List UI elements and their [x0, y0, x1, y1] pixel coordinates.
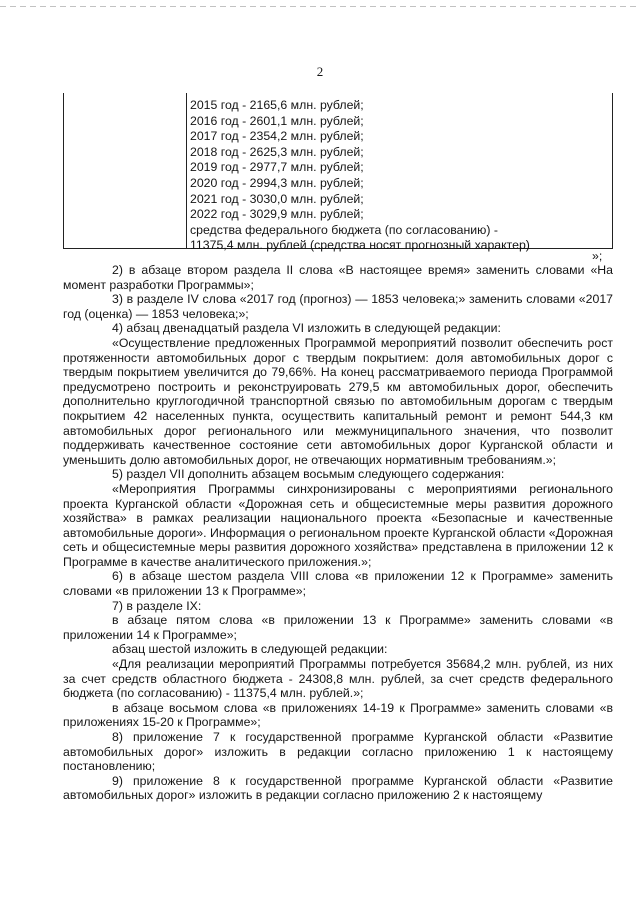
table-left-column: [64, 93, 187, 248]
document-body: [63, 263, 613, 803]
scan-top-edge: [0, 6, 640, 7]
table-line: 2020 год - 2994,3 млн. рублей;: [190, 175, 364, 190]
paragraph: «Для реализации мероприятий Программы потребуется 35684,2 млн. рублей, из них за счет средств областного бюджета - 24308,8 млн. рублей, за счет средств федерального бюджета (по согласованию) - 11375,4 млн. рублей.»;: [63, 657, 613, 701]
funding-table: [63, 93, 613, 253]
paragraph: «Мероприятия Программы синхронизированы с мероприятиями регионального проекта Курганской области «Дорожная сеть и общесистемные меры развития дорожного хозяйства» в рамках реализации национального проекта «Безопасные и качественные автомобильные дороги». Информация о региональном проекте Курганской области «Дорожная сеть и общесистемные меры развития дорожного хозяйства» представлена в приложении 12 к Программе в качестве аналитического приложения.»;: [63, 481, 613, 569]
paragraph: 9) приложение 8 к государственной программе Курганской области «Развитие автомобильных дорог» изложить в редакции согласно приложению 2 к настоящему: [63, 773, 613, 803]
paragraph: 6) в абзаце шестом раздела VIII слова «в приложении 12 к Программе» заменить словами «в приложении 13 к Программе»;: [63, 569, 613, 599]
paragraph: 2) в абзаце втором раздела II слова «В настоящее время» заменить словами «На момент разработки Программы»;: [63, 263, 613, 292]
table-line: 2016 год - 2601,1 млн. рублей;: [190, 113, 364, 128]
page-number: 2: [316, 64, 324, 79]
paragraph: в абзаце восьмом слова «в приложениях 14-19 к Программе» заменить словами «в приложениях 15-20 к Программе»;: [63, 700, 613, 730]
table-line: 11375,4 млн. рублей (средства носят прогнозный характер): [190, 238, 530, 253]
paragraph: 5) раздел VII дополнить абзацем восьмым следующего содержания:: [112, 467, 505, 482]
table-line: 2018 год - 2625,3 млн. рублей;: [190, 144, 364, 159]
paragraph: 8) приложение 7 к государственной программе Курганской области «Развитие автомобильных дорог» изложить в редакции согласно приложению 1 к настоящему постановлению;: [63, 730, 613, 774]
paragraph: 7) в разделе IX:: [112, 598, 202, 613]
table-line: 2022 год - 3029,9 млн. рублей;: [190, 207, 364, 222]
table-line: 2017 год - 2354,2 млн. рублей;: [190, 129, 364, 144]
paragraph: абзац шестой изложить в следующей редакции:: [112, 642, 388, 657]
table-closing-quote: »;: [592, 249, 603, 263]
table-line: 2021 год - 3030,0 млн. рублей;: [190, 191, 364, 206]
paragraph: 3) в разделе IV слова «2017 год (прогноз) — 1853 человека;» заменить словами «2017 год (оценка) — 1853 человека;»;: [63, 292, 613, 321]
paragraph: 4) абзац двенадцатый раздела VI изложить в следующей редакции:: [112, 321, 501, 336]
table-line: 2015 год - 2165,6 млн. рублей;: [190, 98, 364, 112]
table-line: 2019 год - 2977,7 млн. рублей;: [190, 160, 364, 175]
table-right-column: [190, 98, 610, 254]
paragraph: в абзаце пятом слова «в приложении 13 к Программе» заменить словами «в приложении 14 к Программе»;: [63, 613, 613, 642]
paragraph: «Осуществление предложенных Программой мероприятий позволит обеспечить рост протяженности автомобильных дорог с твердым покрытием: доля автомобильных дорог с твердым покрытием увеличится до 79,66%. На конец рассматриваемого периода Программой предусмотрено построить и реконструировать 279,5 км автомобильных дорог, обеспечить дополнительно круглогодичной транспортной связью по автомобильным дорогам с твердым покрытием 42 населенных пункта, осуществить капитальный ремонт и ремонт 544,3 км автомобильных дорог регионального или межмуниципального значения, что позволит поддерживать качественное состояние сети автомобильных дорог Курганской области и уменьшить долю автомобильных дорог, не отвечающих нормативным требованиям.»;: [63, 335, 613, 467]
table-line: средства федерального бюджета (по согласованию) -: [190, 222, 499, 237]
